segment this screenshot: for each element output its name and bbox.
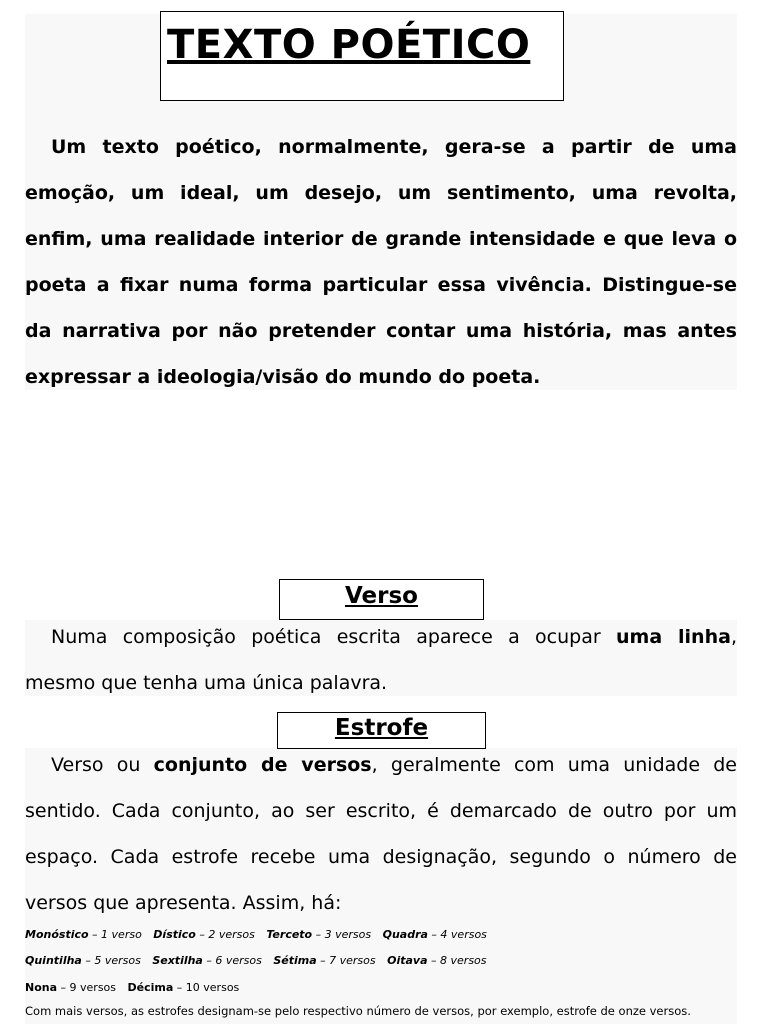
- stanza-type-desc: – 4 versos: [427, 928, 487, 941]
- intro-paragraph: Um texto poético, normalmente, gera-se a partir de uma emoção, um ideal, um desejo, um sentimento, uma revolta, enfim, uma realidade interior de grande intensidade e que leva o poeta a fixar numa forma particular essa vivência. Distingue-se da narrativa por não pretender contar uma história, mas antes expressar a ideologia/visão do mundo do poeta.: [25, 136, 737, 388]
- stanza-type-desc: – 7 versos: [316, 954, 376, 967]
- verso-text-start: Numa composição poética escrita aparece a ocupar: [51, 626, 616, 648]
- stanza-type-name: Monóstico: [25, 928, 89, 941]
- stanza-type-name: Sextilha: [152, 954, 203, 967]
- stanza-type-name: Quadra: [382, 928, 428, 941]
- estrofe-text-start: Verso ou: [51, 754, 154, 776]
- estrofe-text-end: , geralmente com uma unidade de sentido. Cada conjunto, ao ser escrito, é demarcado de outro por um espaço. Cada estrofe recebe uma designação, segundo o número de versos que apresenta. Assim, há:: [25, 754, 737, 914]
- stanza-type-name: Terceto: [266, 928, 313, 941]
- stanza-type-name: Oitava: [387, 954, 428, 967]
- stanza-type-desc: – 6 versos: [202, 954, 262, 967]
- verso-heading: Verso: [345, 583, 418, 609]
- estrofe-text-bold: conjunto de versos: [153, 754, 372, 776]
- stanza-types-line-2: [25, 948, 487, 974]
- estrofe-paragraph: [25, 742, 737, 926]
- stanza-type-desc: – 5 versos: [81, 954, 141, 967]
- stanza-type-desc: – 10 versos: [173, 981, 240, 994]
- final-note: Com mais versos, as estrofes designam-se pelo respectivo número de versos, por exemplo, estrofe de onze versos.: [25, 1004, 691, 1018]
- stanza-type-name: Décima: [127, 981, 174, 994]
- title-box: [160, 11, 564, 101]
- stanza-types-line-1: [25, 922, 487, 948]
- verso-paragraph: [25, 614, 737, 706]
- stanza-type-name: Nona: [25, 981, 58, 994]
- stanza-type-desc: – 2 versos: [195, 928, 255, 941]
- estrofe-heading: Estrofe: [334, 715, 429, 741]
- stanza-type-name: Sétima: [273, 954, 317, 967]
- verso-text-bold: uma linha: [616, 626, 731, 648]
- stanza-type-desc: – 3 versos: [312, 928, 372, 941]
- stanza-type-name: Quintilha: [25, 954, 82, 967]
- page-title: TEXTO POÉTICO: [167, 22, 531, 68]
- stanza-types-line-3: [25, 975, 239, 1001]
- stanza-type-desc: – 1 verso: [88, 928, 142, 941]
- stanza-type-desc: – 8 versos: [427, 954, 487, 967]
- stanza-type-name: Dístico: [153, 928, 196, 941]
- stanza-type-desc: – 9 versos: [57, 981, 117, 994]
- verso-text-end: , mesmo que tenha uma única palavra.: [25, 626, 737, 694]
